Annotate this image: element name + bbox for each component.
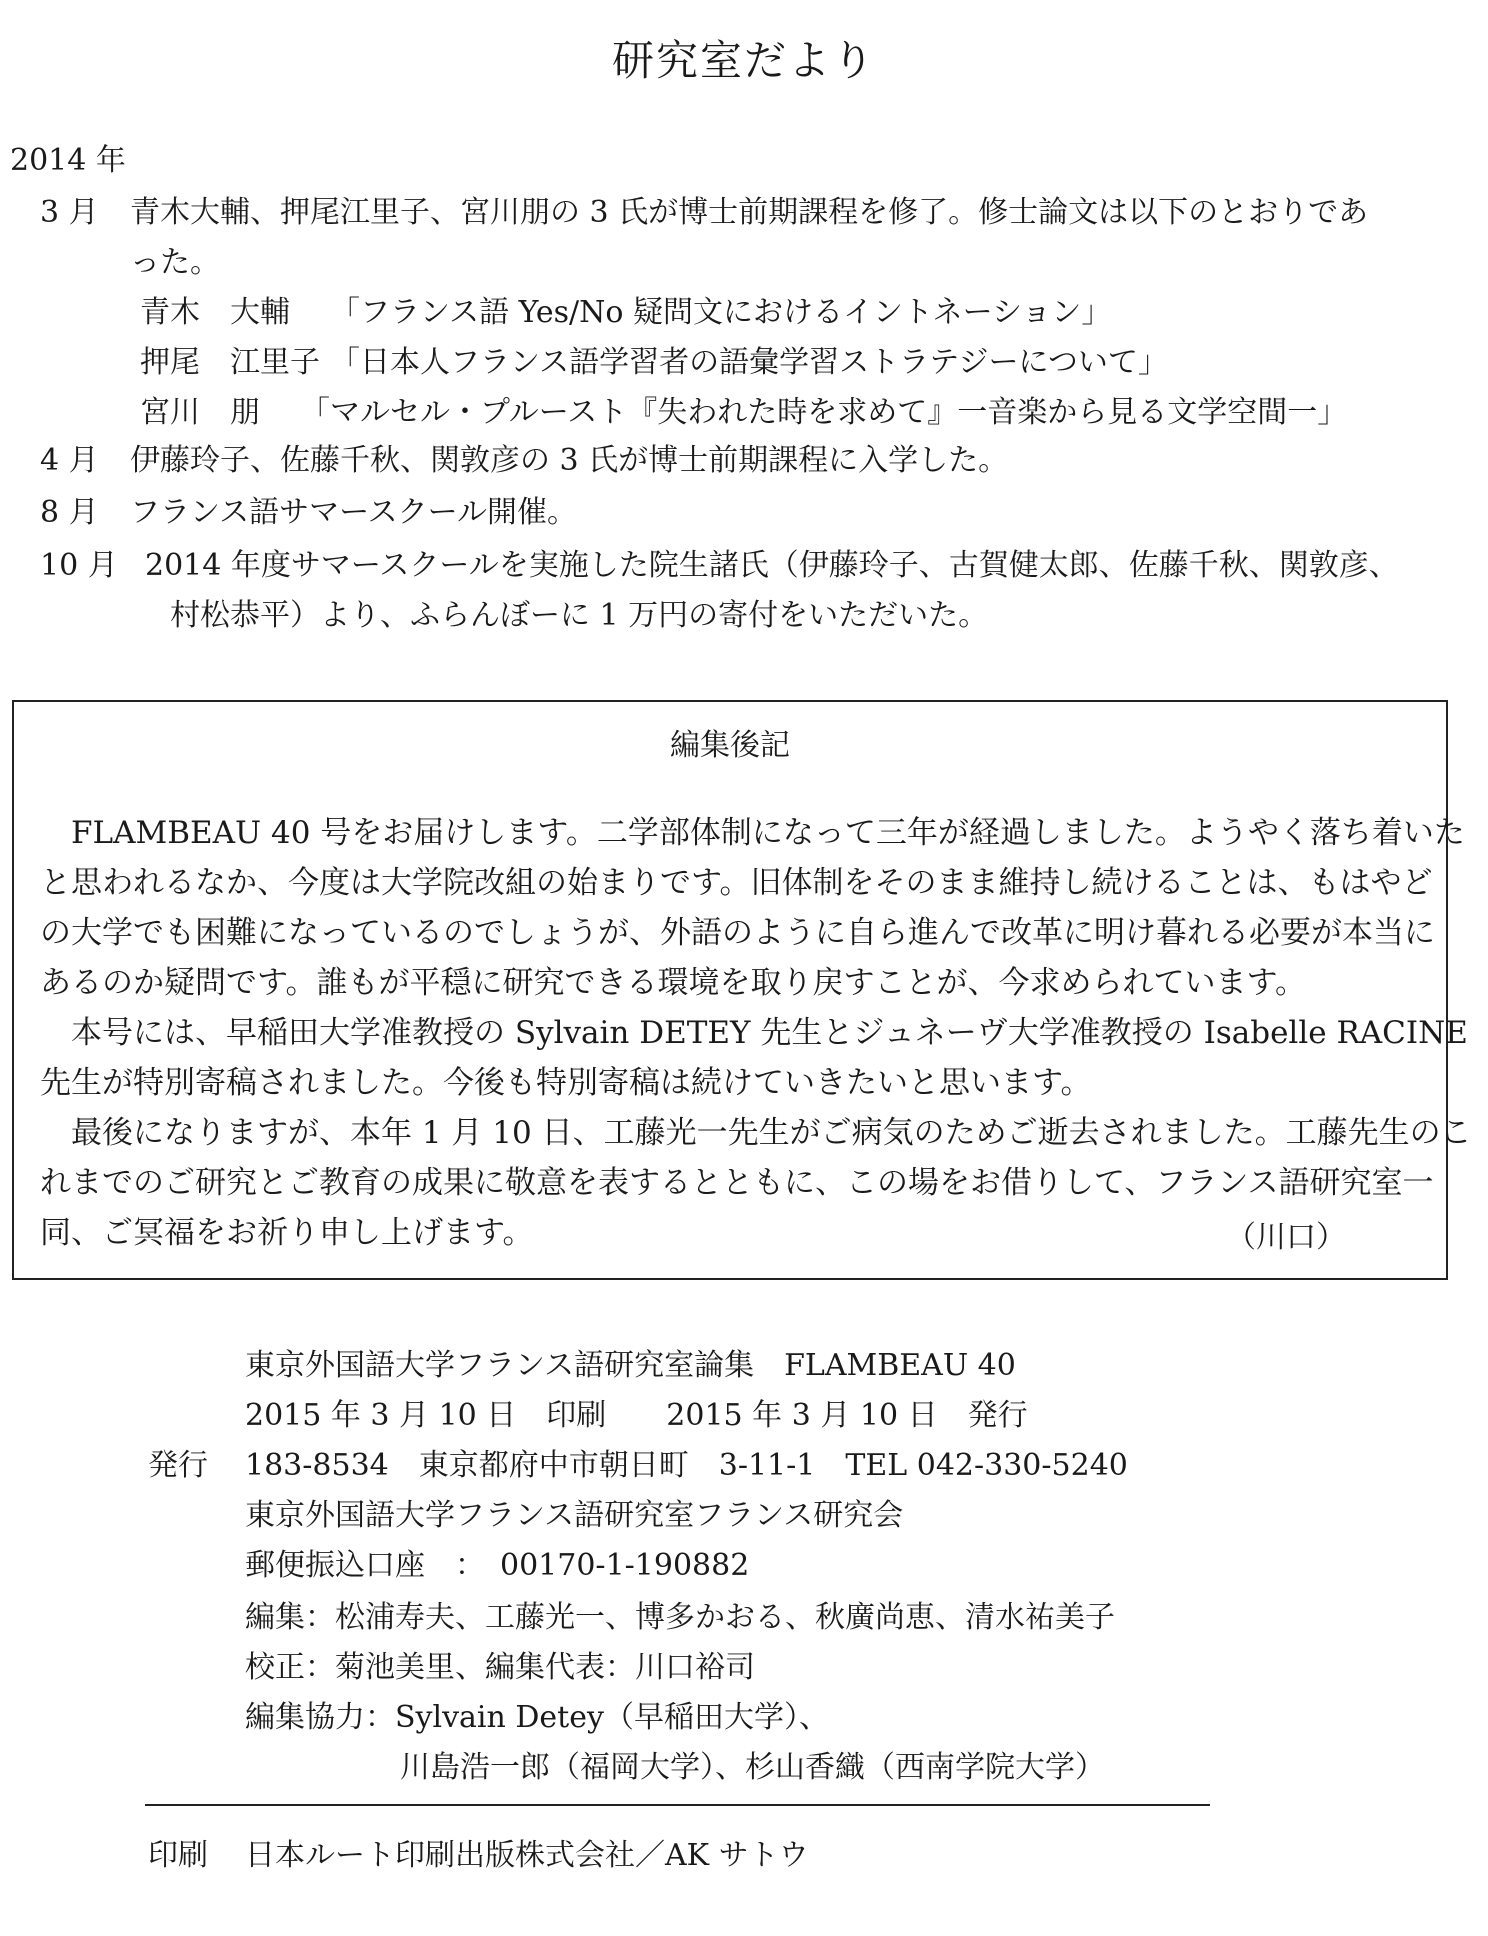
entry-month-april: 4 月 [40,443,99,478]
thesis-title: 「日本人フランス語学習者の語彙学習ストラテジーについて」 [330,345,1168,380]
colophon-cooperation-continued: 川島浩一郎（福岡大学）、杉山香織（西南学院大学） [400,1750,1105,1785]
afterword-line: 先生が特別寄稿されました。今後も特別寄稿は続けていきたいと思います。 [40,1065,1092,1101]
entry-march-line-2: った。 [130,245,220,280]
afterword-line: あるのか疑問です。誰もが平穏に研究できる環境を取り戻すことが、今求められています。 [40,965,1307,1001]
colophon-publisher-name: 東京外国語大学フランス語研究室フランス研究会 [245,1498,904,1533]
colophon-divider [145,1804,1210,1806]
afterword-line: FLAMBEAU 40 号をお届けします。二学部体制になって三年が経過しました。ようやく落ち着いた [40,815,1465,851]
thesis-title: 「フランス語 Yes/No 疑問文におけるイントネーション」 [330,295,1112,330]
colophon-editors: 編集：松浦寿夫、工藤光一、博多かおる、秋廣尚恵、清水祐美子 [245,1600,1115,1635]
colophon-cooperation: 編集協力：Sylvain Detey（早稲田大学）、 [245,1700,829,1735]
entry-month-october: 10 月 [40,548,118,583]
afterword-line: の大学でも困難になっているのでしょうが、外語のように自ら進んで改革に明け暮れる必要が本当に [40,915,1435,951]
entry-april-line-1: 伊藤玲子、佐藤千秋、関敦彦の 3 氏が博士前期課程に入学した。 [130,443,1009,478]
thesis-author: 宮川 朋 [140,395,260,430]
entry-october-line-1: 2014 年度サマースクールを実施した院生諸氏（伊藤玲子、古賀健太郎、佐藤千秋、関敦彦、 [145,548,1399,583]
thesis-author: 青木 大輔 [140,295,290,330]
afterword-box [12,700,1472,1280]
colophon-publisher-label: 発行 [148,1448,208,1483]
colophon-publication: 東京外国語大学フランス語研究室論集 FLAMBEAU 40 [245,1348,1016,1383]
afterword-signature: （川口） [1226,1220,1346,1255]
colophon-proofreading: 校正：菊池美里、編集代表：川口裕司 [245,1650,755,1685]
afterword-line: 同、ご冥福をお祈り申し上げます。 [40,1215,534,1251]
entry-month-march: 3 月 [40,195,99,230]
colophon-printer-label: 印刷 [148,1838,208,1873]
afterword-line: と思われるなか、今度は大学院改組の始まりです。旧体制をそのまま維持し続けることは、もはやど [40,865,1433,901]
news-year: 2014 年 [10,143,126,178]
entry-month-august: 8 月 [40,495,99,530]
entry-august-line-1: フランス語サマースクール開催。 [130,495,577,530]
thesis-title: 「マルセル・プルースト『失われた時を求めて』一音楽から見る文学空間一」 [300,395,1348,430]
colophon-dates: 2015 年 3 月 10 日 印刷 2015 年 3 月 10 日 発行 [245,1398,1028,1433]
colophon-address: 183-8534 東京都府中市朝日町 3-11-1 TEL 042-330-5240 [245,1448,1128,1483]
colophon-printer: 日本ルート印刷出版株式会社／AK サトウ [245,1838,809,1873]
afterword-line: 本号には、早稲田大学准教授の Sylvain DETEY 先生とジュネーヴ大学准教授の Isabelle RACINE [40,1015,1468,1051]
colophon-postal-account: 郵便振込口座 ： 00170-1-190882 [245,1548,750,1583]
entry-march-line-1: 青木大輔、押尾江里子、宮川朋の 3 氏が博士前期課程を修了。修士論文は以下のとおりであ [130,195,1369,230]
entry-october-line-2: 村松恭平）より、ふらんぼーに 1 万円の寄付をいただいた。 [170,598,989,633]
afterword-heading: 編集後記 [670,728,790,763]
afterword-line: 最後になりますが、本年 1 月 10 日、工藤光一先生がご病気のためご逝去されました。工藤先生のこ [40,1115,1472,1151]
thesis-author: 押尾 江里子 [140,345,320,380]
page-title: 研究室だより [611,36,876,85]
afterword-line: れまでのご研究とご教育の成果に敬意を表するとともに、この場をお借りして、フランス語研究室一 [40,1165,1434,1201]
